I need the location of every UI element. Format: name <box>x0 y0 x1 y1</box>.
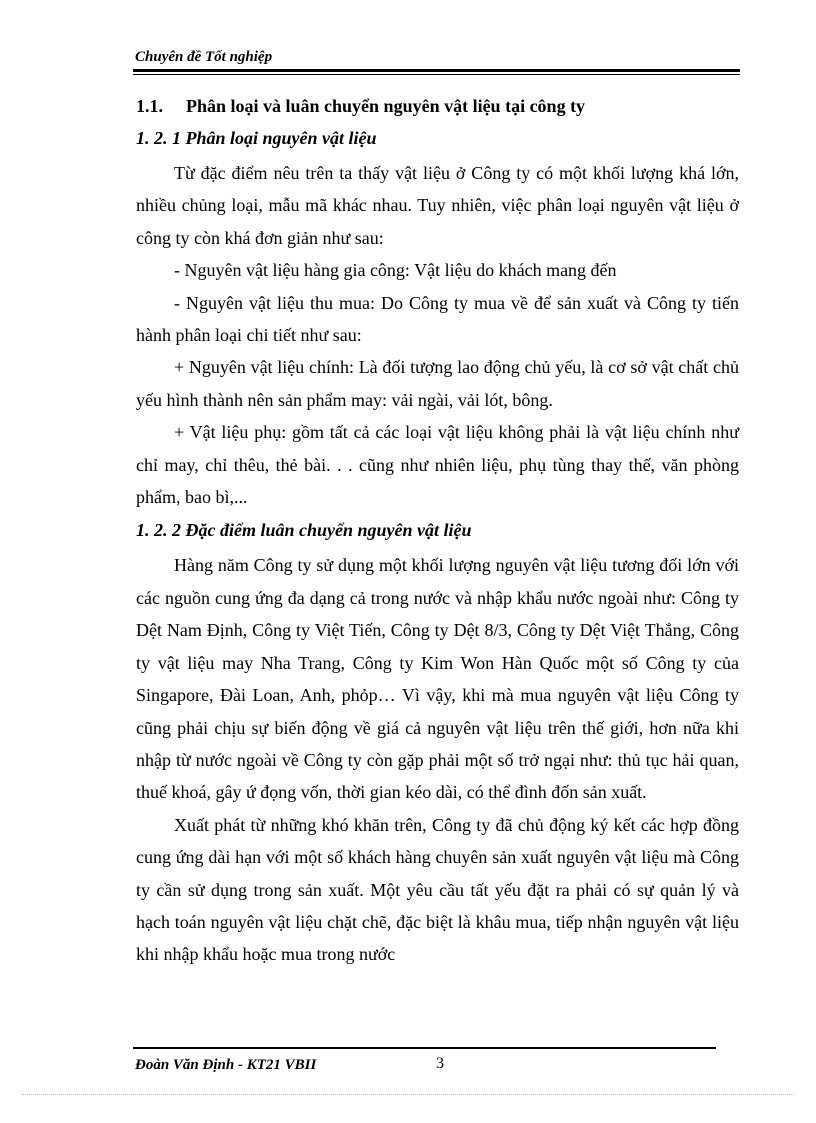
paragraph: + Nguyên vật liệu chính: Là đối tượng lao động chủ yếu, là cơ sở vật chất chủ yếu hình thành nên sản phẩm may: vải ngài, vải lót, bông. <box>136 357 739 410</box>
page-content <box>136 93 739 971</box>
page-number: 3 <box>436 1055 444 1072</box>
subsection-heading-circulation: 1. 2. 2 Đặc điểm luân chuyển nguyên vật liệu <box>136 520 472 541</box>
section-heading <box>136 93 739 119</box>
page-bottom-dotted-line <box>22 1094 794 1095</box>
section-title: Phân loại và luân chuyển nguyên vật liệu tại công ty <box>186 96 586 116</box>
paragraph: - Nguyên vật liệu thu mua: Do Công ty mua về để sản xuất và Công ty tiến hành phân loại chi tiết như sau: <box>136 292 739 346</box>
section-number: 1.1. <box>136 96 163 116</box>
paragraph: Hàng năm Công ty sử dụng một khối lượng nguyên vật liệu tương đối lớn với các nguồn cung ứng đa dạng cả trong nước và nhập khẩu nước ngoài như: Công ty Dệt Nam Định, Công ty Việt Tiến, Công ty Dệt 8/3, Công ty Dệt Việt Thắng, Công ty vật liệu may Nha Trang, Công ty Kim Won Hàn Quốc một số Công ty của Singapore, Đài Loan, Anh, phỏp… Vì vậy, khi mà mua nguyên vật liệu Công ty cũng phải chịu sự biến động về giá cả nguyên vật liệu trên thế giới, hơn nữa khi nhập từ nước ngoài về Công ty còn gặp phải một số trở ngại như: thủ tục hải quan, thuế khoá, gây ứ đọng vốn, thời gian kéo dài, có thể đình đốn sản xuất. <box>136 555 739 803</box>
paragraph: Từ đặc điểm nêu trên ta thấy vật liệu ở Công ty có một khối lượng khá lớn, nhiều chủng loại, mẫu mã khác nhau. Tuy nhiên, việc phân loại nguyên vật liệu ở công ty còn khá đơn giản như sau: <box>136 163 739 248</box>
header-rule-thin <box>133 74 740 75</box>
subsection-heading-classification: 1. 2. 1 Phân loại nguyên vật liệu <box>136 128 377 148</box>
header-rule-thick <box>133 69 740 72</box>
running-header: Chuyên đề Tốt nghiệp <box>135 49 273 65</box>
footer-author: Đoàn Văn Định - KT21 VBII <box>135 1057 317 1073</box>
paragraph: - Nguyên vật liệu hàng gia công: Vật liệu do khách mang đến <box>174 260 617 281</box>
paragraph: + Vật liệu phụ: gồm tất cả các loại vật liệu không phải là vật liệu chính như chỉ may, chỉ thêu, thẻ bài. . . cũng như nhiên liệu, phụ tùng thay thế, văn phòng phẩm, bao bì,... <box>136 422 739 508</box>
paragraph: Xuất phát từ những khó khăn trên, Công ty đã chủ động ký kết các hợp đồng cung ứng dài hạn với một số khách hàng chuyên sản xuất nguyên vật liệu mà Công ty cần sử dụng trong sản xuất. Một yêu cầu tất yếu đặt ra phải có sự quản lý và hạch toán nguyên vật liệu chặt chẽ, đặc biệt là khâu mua, tiếp nhận nguyên vật liệu khi nhập khẩu hoặc mua trong nước <box>136 814 739 965</box>
footer-rule <box>133 1047 716 1049</box>
